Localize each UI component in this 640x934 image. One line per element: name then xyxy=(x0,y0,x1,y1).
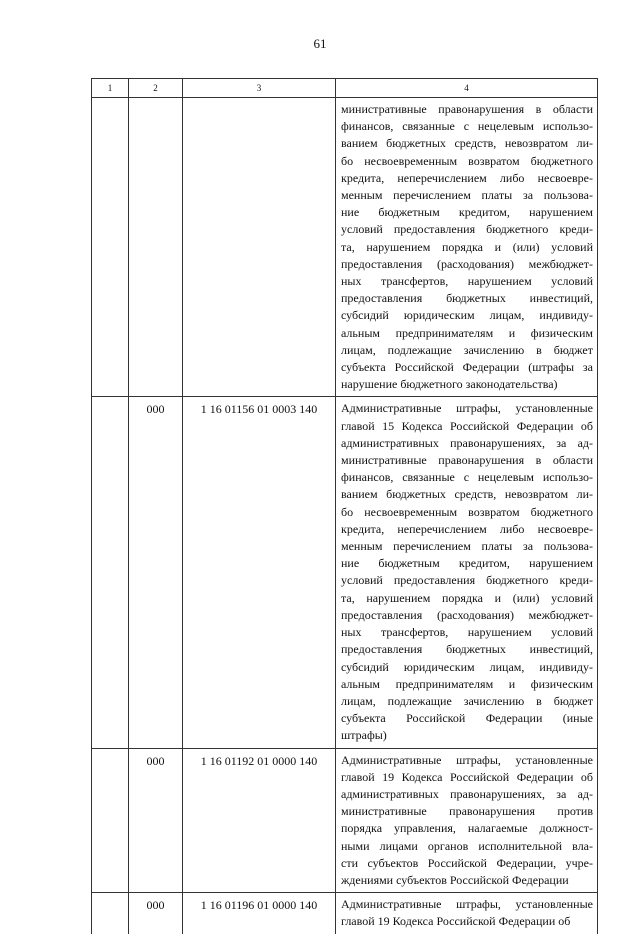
kbk-code-cell: 1 16 01156 01 0003 140 xyxy=(183,397,336,748)
description-line: предоставления (расходования) межбюджет- xyxy=(341,256,593,271)
page-number: 61 xyxy=(313,36,327,51)
description-line: нарушение бюджетного законодательства) xyxy=(341,377,558,392)
description-cell xyxy=(336,893,598,934)
description-line: кредита, неперечислением либо несвоевре- xyxy=(341,521,593,536)
description-line: ние бюджетным кредитом, нарушением xyxy=(341,205,593,220)
row-col-1 xyxy=(92,98,129,397)
description-line: главой 15 Кодекса Российской Федерации об xyxy=(341,418,593,433)
table-row xyxy=(92,98,598,397)
admin-code-cell: 000 xyxy=(129,893,183,934)
description-line: главой 19 Кодекса Российской Федерации об xyxy=(341,914,571,929)
description-line: министративные правонарушения в области xyxy=(341,102,593,116)
description-line: кредита, неперечислением либо несвоевре- xyxy=(341,170,593,185)
description-line: альным предпринимателям и физическим xyxy=(341,676,593,691)
description-line: главой 19 Кодекса Российской Федерации об xyxy=(341,769,593,784)
description-line: условий предоставления бюджетного креди- xyxy=(341,573,593,588)
header-col-4: 4 xyxy=(336,79,598,98)
description-line: предоставления бюджетных инвестиций, xyxy=(341,642,593,657)
description-line: министративные правонарушения против xyxy=(341,804,593,819)
row-col-1 xyxy=(92,893,129,934)
kbk-code-cell: 1 16 01196 01 0000 140 xyxy=(183,893,336,934)
kbk-code-cell xyxy=(183,98,336,397)
description-line: ными лицами органов исполнительной вла- xyxy=(341,838,593,853)
description-cell xyxy=(336,98,598,397)
header-col-3: 3 xyxy=(183,79,336,98)
description-line: менным перечислением платы за пользова- xyxy=(341,539,593,554)
description-line: Административные штрафы, установленные xyxy=(341,897,593,912)
description-line: административных правонарушениях, за ад- xyxy=(341,786,593,801)
description-line: ных трансфертов, нарушением условий xyxy=(341,274,593,289)
description-line: та, нарушением порядка и (или) условий xyxy=(341,239,593,254)
description-line: менным перечислением платы за пользова- xyxy=(341,188,593,203)
description-line: субсидий юридическим лицам, индивиду- xyxy=(341,308,593,323)
table-row xyxy=(92,893,598,934)
description-cell xyxy=(336,397,598,748)
description-line: ванием бюджетных средств, невозвратом ли- xyxy=(341,136,593,151)
description-line: ждениями субъектов Российской Федерации xyxy=(341,872,569,887)
table-row xyxy=(92,748,598,893)
description-line: бо несвоевременным возвратом бюджетного xyxy=(341,504,593,519)
description-line: порядка управления, налагаемые должност- xyxy=(341,821,593,836)
description-line: ние бюджетным кредитом, нарушением xyxy=(341,556,593,571)
kbk-code-cell: 1 16 01192 01 0000 140 xyxy=(183,748,336,893)
row-col-1 xyxy=(92,397,129,748)
description-line: лицам, подлежащие зачислению в бюджет xyxy=(341,342,593,357)
budget-code-table xyxy=(91,78,598,934)
row-col-1 xyxy=(92,748,129,893)
admin-code-cell xyxy=(129,98,183,397)
description-line: сти субъектов Российской Федерации, учре- xyxy=(341,855,593,870)
header-col-2: 2 xyxy=(129,79,183,98)
description-line: предоставления бюджетных инвестиций, xyxy=(341,291,593,306)
description-line: условий предоставления бюджетного креди- xyxy=(341,222,593,237)
description-line: финансов, связанные с нецелевым использо- xyxy=(341,470,593,485)
description-line: Административные штрафы, установленные xyxy=(341,752,593,767)
description-line: предоставления (расходования) межбюджет- xyxy=(341,607,593,622)
description-line: финансов, связанные с нецелевым использо- xyxy=(341,119,593,134)
header-col-1: 1 xyxy=(92,79,129,98)
description-line: лицам, подлежащие зачислению в бюджет xyxy=(341,693,593,708)
description-line: бо несвоевременным возвратом бюджетного xyxy=(341,153,593,168)
description-line: штрафы) xyxy=(341,728,387,743)
description-cell xyxy=(336,748,598,893)
description-line: административных правонарушениях, за ад- xyxy=(341,435,593,450)
description-line: субсидий юридическим лицам, индивиду- xyxy=(341,659,593,674)
description-line: альным предпринимателям и физическим xyxy=(341,325,593,340)
description-line: министративные правонарушения в области xyxy=(341,453,593,468)
admin-code-cell: 000 xyxy=(129,748,183,893)
description-line: ванием бюджетных средств, невозвратом ли- xyxy=(341,487,593,502)
header-row xyxy=(92,79,598,98)
description-line: ных трансфертов, нарушением условий xyxy=(341,625,593,640)
description-line: субъекта Российской Федерации (штрафы за xyxy=(341,360,593,375)
description-line: субъекта Российской Федерации (иные xyxy=(341,711,593,726)
description-line: Административные штрафы, установленные xyxy=(341,401,593,416)
admin-code-cell: 000 xyxy=(129,397,183,748)
description-line: та, нарушением порядка и (или) условий xyxy=(341,590,593,605)
table-row xyxy=(92,397,598,748)
